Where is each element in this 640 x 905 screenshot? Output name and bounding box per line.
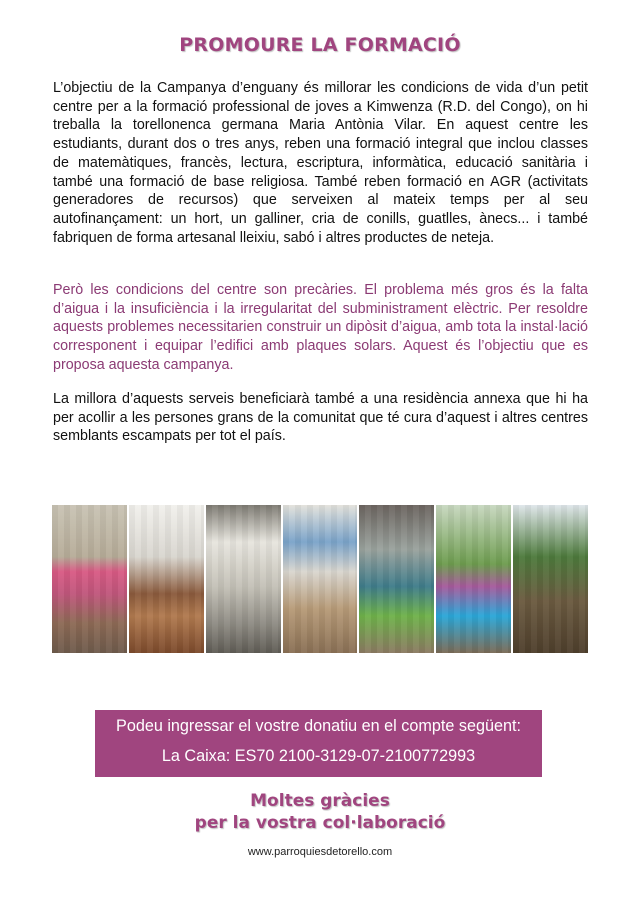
donation-box bbox=[95, 710, 542, 777]
thanks-line-2: per la vostra col·laboració bbox=[194, 813, 446, 833]
classroom-window-photo bbox=[206, 505, 281, 653]
kitchen-photo bbox=[52, 505, 127, 653]
vegetables-photo bbox=[359, 505, 434, 653]
benefits-paragraph: La millora d’aquests serveis beneficiarà també a una residència annexa que hi ha per acollir a les persones grans de la comunitat que té cura d’aquest i altres centres semblants escampats per tot el país. bbox=[53, 391, 588, 445]
thanks-message bbox=[0, 790, 640, 834]
page-title: PROMOURE LA FORMACIÓ bbox=[179, 34, 461, 56]
donation-instruction: Podeu ingressar el vostre donatiu en el compte següent: bbox=[116, 717, 521, 735]
bank-account: La Caixa: ES70 2100-3129-07-2100772993 bbox=[161, 747, 476, 765]
field-trees-photo bbox=[513, 505, 588, 653]
classroom-map-photo bbox=[283, 505, 358, 653]
problems-paragraph: Però les condicions del centre son precàries. El problema més gros és la falta d’aigua i la insuficiència i la irregularitat del subministrament elèctric. Per resoldre aquests problemes necessitarien construir un dipòsit d’aigua, amb tota la instal·lació corresponent i equipar l’edifici amb plaques solars. Aquest és l’objectiu que es proposa aquesta campanya. bbox=[53, 282, 588, 373]
photo-strip bbox=[52, 505, 588, 653]
website-link[interactable]: www.parroquiesdetorello.com bbox=[247, 846, 393, 858]
garden-harvest-photo bbox=[436, 505, 511, 653]
intro-paragraph: L’objectiu de la Campanya d’enguany és millorar les condicions de vida d’un petit centre per a la formació professional de joves a Kimwenza (R.D. del Congo), on hi treballa la torellonenca germana Maria Antònia Vilar. En aquest centre les estudiants, durant dos o tres anys, reben una formació integral que inclou classes de matemàtiques, francès, lectura, escriptura, informàtica, educació sanitària i també una formació de base religiosa. També reben formació en AGR (activitats generadores de recursos) que serveixen al mateix temps per al seu autofinançament: un hort, un galliner, cria de conills, guatlles, ànecs... i també fabriquen de forma artesanal lleixiu, sabó i altres productes de neteja. bbox=[53, 80, 588, 246]
chickens-photo bbox=[129, 505, 204, 653]
thanks-line-1: Moltes gràcies bbox=[250, 791, 390, 811]
